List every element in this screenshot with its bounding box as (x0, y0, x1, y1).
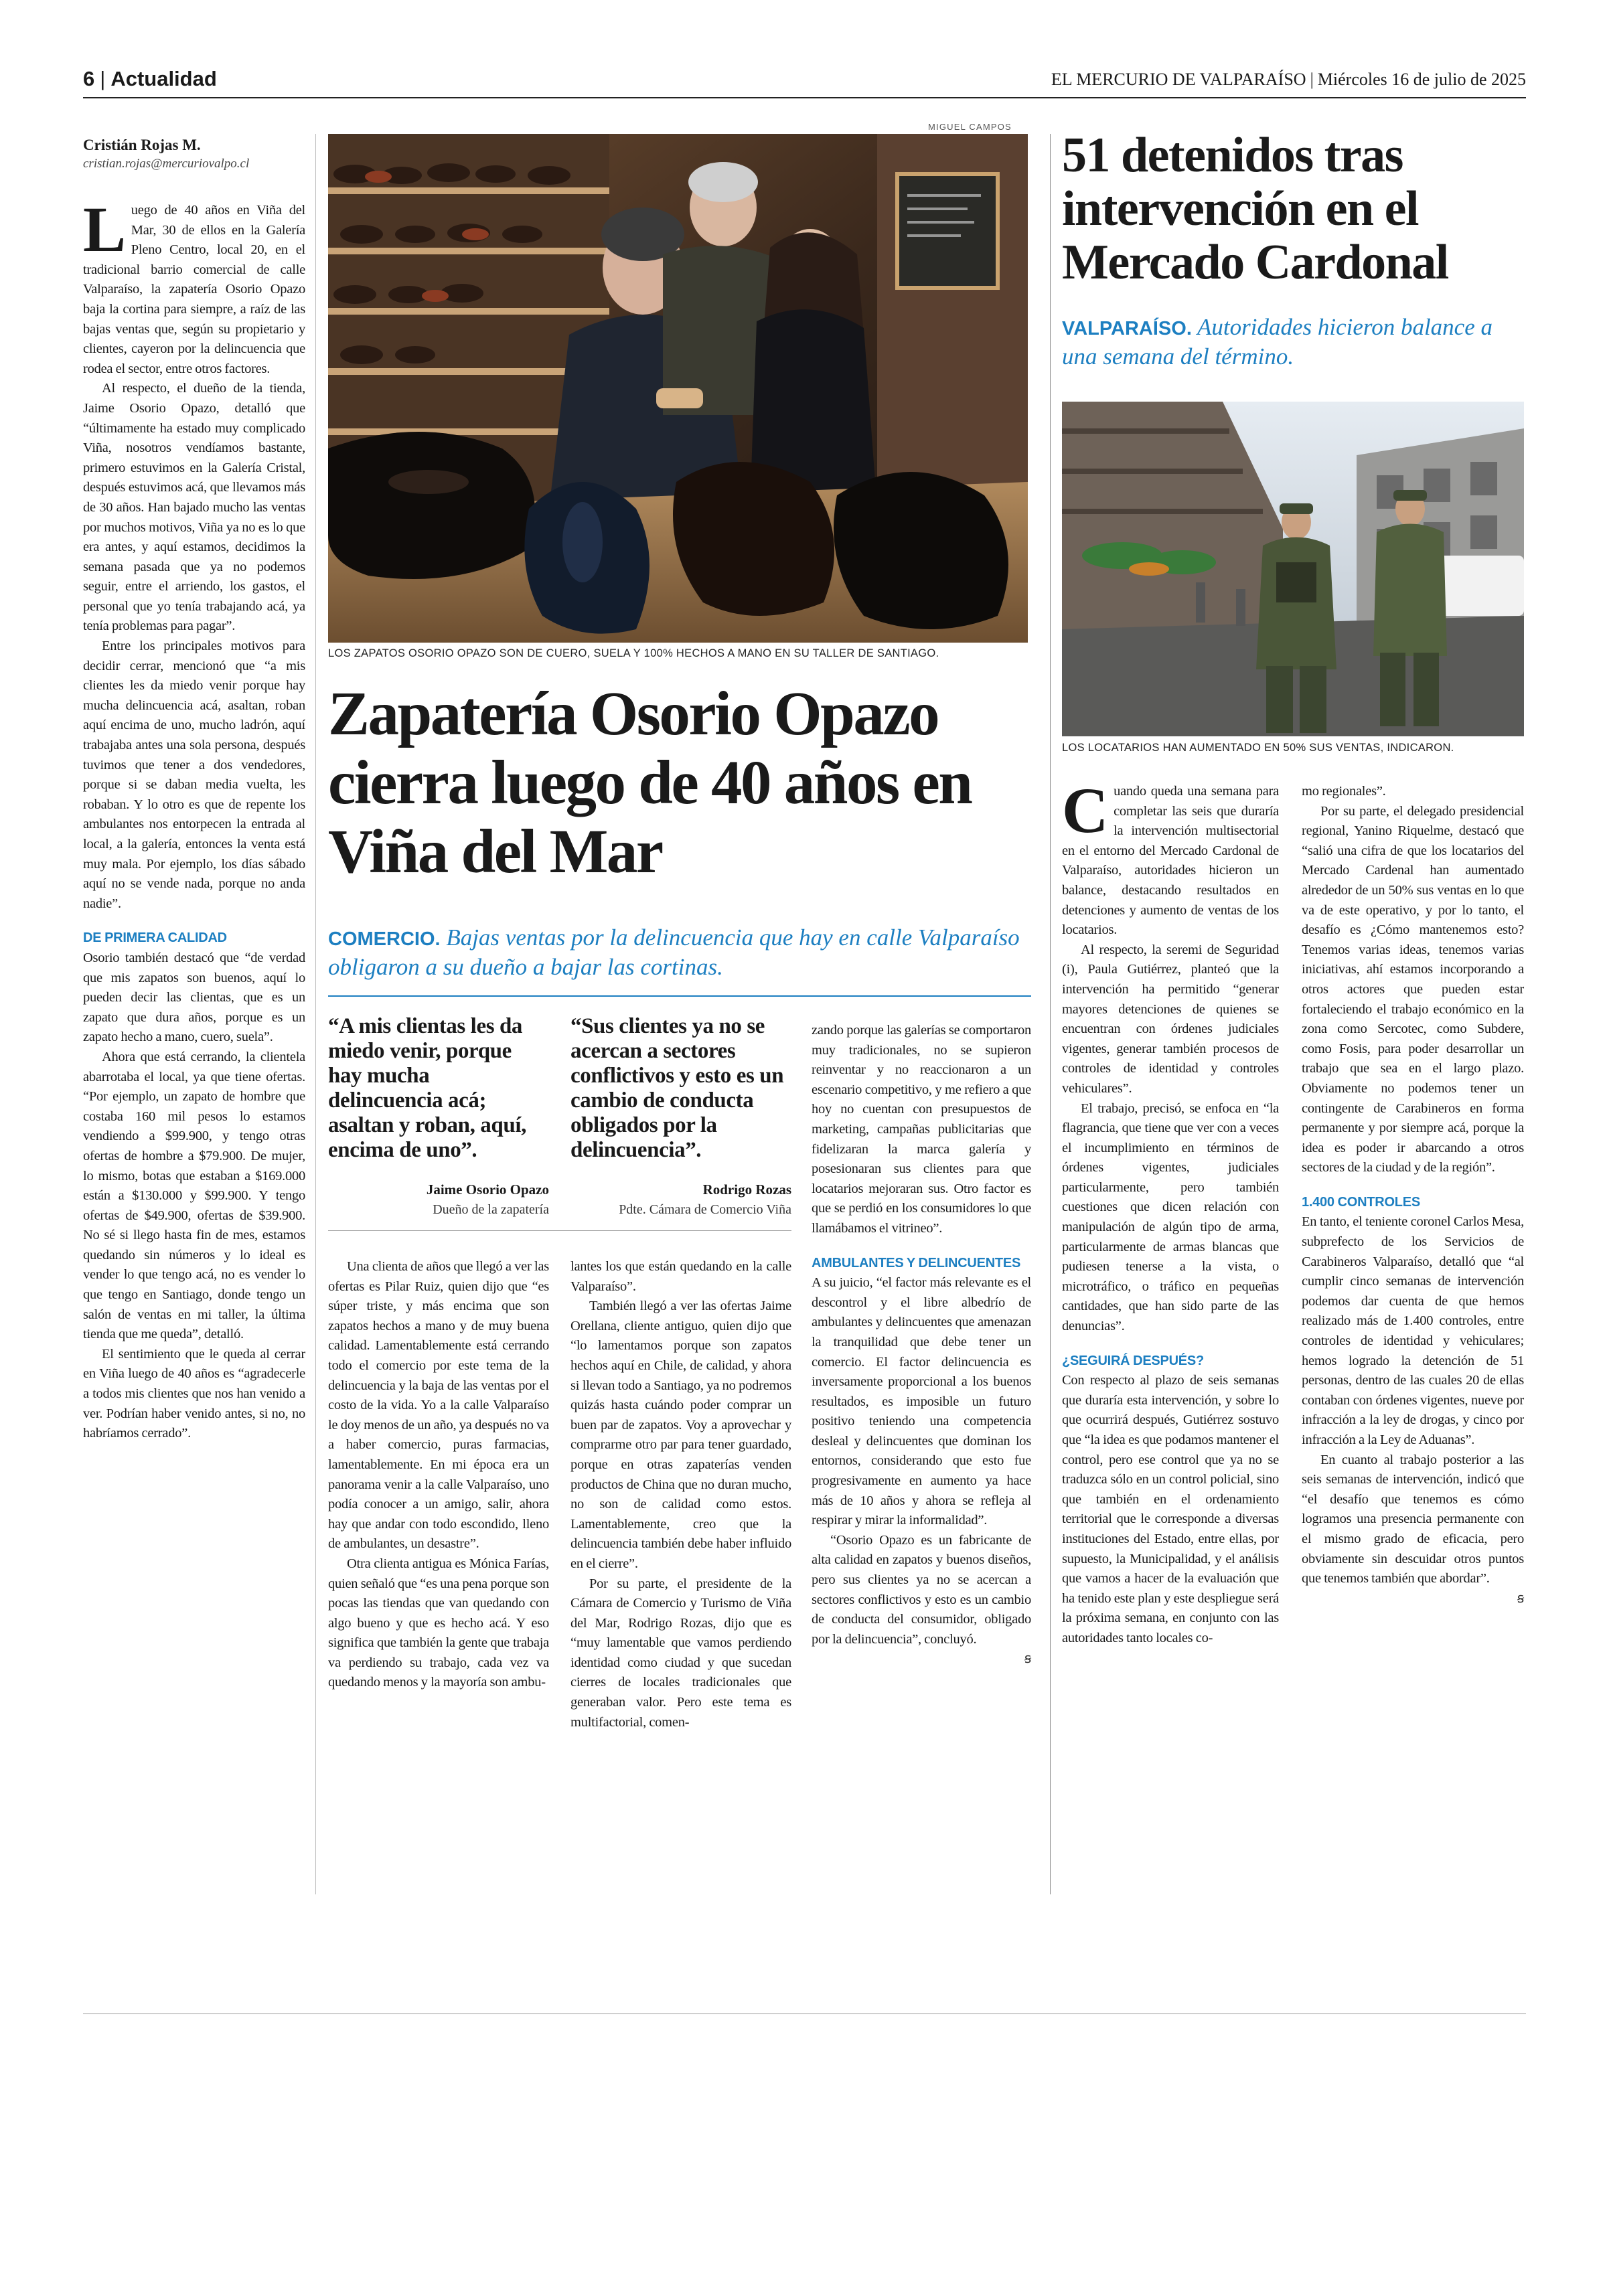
issue-date: Miércoles 16 de julio de 2025 (1317, 70, 1526, 89)
main-col1-paragraph: uego de 40 años en Viña del Mar, 30 de ellos en la Galería Pleno Centro, local 20, en el tradicional barrio comercial de calle Valparaíso, la zapatería Osorio Opazo baja la cortina para siempre, a raíz de las bajas ventas que, según su propietario y clientes, cayeron por la delincuencia que rodea el sector, entre otros factores. (83, 203, 305, 376)
side-col2-paragraph: En tanto, el teniente coronel Carlos Mesa, subprefecto de los Servicios de Carabineros Valparaíso, detalló que “al cumplir cinco semanas de intervención podemos dar cuenta de que hemos realizado más de 1.400 controles, entre controles de identidad y vehiculares; hemos logrado la detención de 51 personas, dentro de las cuales 20 de ellas contaban con órdenes vigentes, nueve por infracción a la ley de drogas, y cinco por infracción a la Ley de Aduanas”. (1302, 1214, 1524, 1447)
main-col1-paragraph: El sentimiento que le queda al cerrar en Viña luego de 40 años es “agradecerle a todos mis clientes que nos han venido a ver. Podrían haber venido antes, si no, no habríamos cerrado”. (83, 1346, 305, 1441)
main-article-column-4 (812, 1021, 1031, 1669)
photo-credit: MIGUEL CAMPOS (928, 122, 1012, 132)
header-rule (83, 97, 1526, 98)
main-subhead-1: DE PRIMERA CALIDAD (83, 930, 227, 946)
side-headline: 51 detenidos tras intervención en el Mercado Cardonal (1062, 128, 1448, 290)
pull-quote-1-role: Dueño de la zapatería (433, 1202, 549, 1217)
article-divider (1050, 134, 1051, 1894)
pull-quote-2-role: Pdte. Cámara de Comercio Viña (619, 1202, 791, 1217)
main-end-mark: ꞩ (1024, 1651, 1031, 1667)
shoe-store-photo (328, 134, 1028, 643)
main-article-column-1 (83, 193, 305, 1444)
pull-quote-2: “Sus clientes ya no se acercan a sectores conflictivos y esto es un cambio de conducta obligados por la delincuencia”. (570, 1014, 784, 1162)
main-article-column-3 (570, 1257, 791, 1732)
deck-rule (328, 995, 1031, 997)
main-photo-caption: LOS ZAPATOS OSORIO OPAZO SON DE CUERO, SUELA Y 100% HECHOS A MANO EN SU TALLER DE SANTIAGO. (328, 647, 939, 659)
quote-rule (328, 1230, 791, 1231)
side-subhead-2: 1.400 CONTROLES (1302, 1194, 1420, 1210)
main-col1-paragraph: Entre los principales motivos para decidir cerrar, mencionó que “a mis clientes les da miedo venir porque hay mucha delincuencia acá, asaltan, roban aquí encima de uno, mucho ladrón, aquí trabajaba antes una sola persona, después tuvimos que tener a dos vendedores, porque si se daban media vuelta, les robaban. Y lo otro es que de repente los ambulantes nos entorpecen la entrada al local, a la galería, entonces la venta está muy mala. Por ejemplo, los días sábado aquí no se vende nada, porque no anda nadie”. (83, 639, 305, 911)
main-article-column-2 (328, 1257, 549, 1693)
section-name: Actualidad (110, 67, 217, 90)
author-email: cristian.rojas@mercuriovalpo.cl (83, 157, 250, 171)
side-col2-paragraph: Por su parte, el delegado presidencial regional, Yanino Riquelme, destacó que “salió una cifra de que los locatarios del Mercado Cardenal han aumentado alrededor de un 50% sus ventas en lo que va de este operativo, y por lo tanto, el desafío es ¿Cómo mantenemos esto? Tenemos varias ideas, tenemos varias iniciativas, ahí estamos incorporando a otros actores que pueden estar fortaleciendo el trabajo económico en la zona como Sercotec, como Subdere, como Fosis, para poder desarrollar un trabajo que sea en el largo plazo. Obviamente no podemos tener un contingente de Carabineros en forma permanente y por siempre acá, porque la idea es poder ir abarcando a otros sectores de la ciudad y de la región”. (1302, 803, 1524, 1175)
side-deck-text: Autoridades hicieron balance a una semana del término. (1062, 314, 1493, 370)
side-col2-paragraph: mo regionales”. (1302, 784, 1386, 799)
main-kicker: COMERCIO. (328, 928, 441, 950)
main-col4-paragraph: “Osorio Opazo es un fabricante de alta calidad en zapatos y buenos diseños, pero sus clientes ya no se acercan a sectores conflictivos y esto es un cambio de conducta del consumidor, obligado por la delincuencia”, concluyó. (812, 1532, 1031, 1647)
main-col1-paragraph: Ahora que está cerrando, la clientela abarrotaba el local, ya que tiene ofertas. “Por ejemplo, un zapato de hombre que costaba 160 mil pesos lo estamos vendiendo a $99.900, y tengo otras ofertas de hombre a $79.900. De mujer, lo mismo, botas que estaban a $169.000 están a $130.000 y $99.900. Y tengo ofertas de $49.900, ofertas de $39.900. No sé si llego hasta fin de mes, estamos quedando sin números y lo ideal es vender lo que tengo acá, no es vender lo que tengo en Santiago, donde tengo un salón de ventas en mi taller, la última tienda que me queda”, detalló. (83, 1049, 305, 1342)
main-headline: Zapatería Osorio Opazo cierra luego de 40 años en Viña del Mar (328, 679, 972, 886)
main-dropcap: L (83, 193, 126, 265)
side-article-column-1 (1062, 774, 1279, 1649)
main-deck-text: Bajas ventas por la delincuencia que hay en calle Valparaíso obligaron a su dueño a bajar las cortinas. (328, 924, 1020, 980)
main-col4-paragraph: zando porque las galerías se comportaron muy tradicionales, no se supieron reinventar y no reaccionaron a un escenario competitivo, y me refiero a que hoy no cuentan con presupuestos de marketing, campañas publicitarias que fidelizaran la marca galería y posesionaran sus clientes para que locatarios mejoraran sus. Otro factor es que se perdió en los consumidores lo que llamábamos el vitrineo”. (812, 1023, 1031, 1236)
side-kicker: VALPARAÍSO. (1062, 318, 1192, 339)
mercado-cardonal-photo-image (1062, 402, 1524, 736)
author-name: Cristián Rojas M. (83, 137, 201, 153)
mercado-cardonal-photo (1062, 402, 1524, 736)
side-col1-paragraph: uando queda una semana para completar las seis que duraría la intervención multisectorial en el entorno del Mercado Cardonal de Valparaíso, autoridades hicieron un balance, destacando resultados en detenciones y aumento de ventas de los locatarios. (1062, 784, 1279, 938)
column-divider (315, 134, 316, 1894)
side-col1-paragraph: El trabajo, precisó, se enfoca en “la flagrancia, que tiene que ver con a veces el incumplimiento en términos de órdenes vigentes, judiciales particularmente, pero también cuestiones que dicen relación con manipulación de algún tipo de arma, particularmente de armas blancas que pudiesen tenerse a la vista, o microtráfico, o tráfico en pequeñas cantidades, que han sido parte de las denuncias”. (1062, 1100, 1279, 1334)
side-col1-paragraph: Al respecto, la seremi de Seguridad (i), Paula Gutiérrez, planteó que la intervención ha permitido “generar mayores detenciones de quienes se encuentran con órdenes judiciales vigentes, generar también procesos de controles de identidad y controles vehiculares”. (1062, 942, 1279, 1096)
side-dropcap: C (1062, 774, 1109, 846)
publication-name: EL MERCURIO DE VALPARAÍSO (1051, 70, 1306, 89)
pull-quote-1: “A mis clientas les da miedo venir, porque hay mucha delincuencia acá; asaltan y roban, aquí, encima de uno”. (328, 1014, 526, 1162)
side-col1-paragraph: Con respecto al plazo de seis semanas que duraría esta intervención, y sobre lo que ocurrirá después, Gutiérrez sostuvo que “la idea es que podamos mantener el control, pero ese control que ya no se traduzca sólo en un control policial, sino que también en el ordenamiento territorial que le corresponde a diversas instituciones del Estado, entre ellas, por supuesto, la Municipalidad, y el análisis que vamos a hacer de la evaluación que ha tenido este plan y este despliegue será la próxima semana, en conjunto con las autoridades tanto locales co- (1062, 1373, 1279, 1645)
shoe-store-photo-image (328, 134, 1028, 643)
main-col2-paragraph: Una clienta de años que llegó a ver las ofertas es Pilar Ruiz, quien dijo que “es súper triste, y más encima que son zapatos hechos a mano y de muy buena calidad. Lamentablemente está cerrando todo el comercio por este tema de la delincuencia y la baja de las ventas por el costo de la vida. Yo a la calle Valparaíso le doy menos de un año, ya después no va a haber comercio, puras farmacias, lamentablemente. En mi época era un panorama venir a la calle Valparaíso, uno podía conocer a un amigo, salir, ahora hay que andar con todo escondido, lleno de ambulantes, un desastre”. (328, 1259, 549, 1552)
pull-quote-2-name: Rodrigo Rozas (702, 1181, 791, 1198)
main-col3-paragraph: También llegó a ver las ofertas Jaime Orellana, cliente antiguo, quien dijo que “lo lamentamos porque son zapatos hechos aquí en Chile, de calidad, y ahora si llevan todo a Santiago, ya no podremos quizás hasta cuándo poder comprar un buen par de zapatos. Voy a aprovechar y comprarme otro par para tener guardado, porque en otras zapaterías venden productos de China que no duran mucho, no son de calidad como estos. Lamentablemente, creo que la delincuencia también debe haber influido en el cierre”. (570, 1299, 791, 1571)
side-photo-caption: LOS LOCATARIOS HAN AUMENTADO EN 50% SUS VENTAS, INDICARON. (1062, 742, 1454, 754)
page-number: 6 (83, 67, 95, 90)
side-end-mark: ꞩ (1517, 1590, 1524, 1606)
main-col4-paragraph: A su juicio, “el factor más relevante es el descontrol y el libre albedrío de ambulantes y delincuentes que amenazan la tranquilidad que debe tener un comercio. El factor delincuencia es inversamente proporcional a los buenos resultados, es imposible un futuro positivo teniendo una competencia desleal y delincuentes que dominan los entornos, considerando que esto fue progresivamente en aumento ya hace más de 10 años y ahora se refleja al respirar y mirar la informalidad”. (812, 1275, 1031, 1528)
main-col1-paragraph: Osorio también destacó que “de verdad que mis zapatos son buenos, aquí lo pueden decir las clientas, que es un zapato que dura años, porque es un zapato hecho a mano, cuero, suela”. (83, 950, 305, 1045)
main-col1-paragraph: Al respecto, el dueño de la tienda, Jaime Osorio Opazo, detalló que “últimamente ha estado muy complicado Viña, nosotros vendíamos bastante, primero estuvimos en la Galería Cristal, después estuvimos acá, que llevamos más de 30 años. Han bajado mucho las ventas por muchos motivos, Viña ya no es lo que era antes, y aquí estamos, decidimos la semana pasada que ya no podemos seguir, entre el arriendo, los gastos, el personal que yo tenía trabajando acá, ya tenía problemas para pagar”. (83, 381, 305, 634)
side-deck (1062, 313, 1524, 370)
main-col3-paragraph: lantes los que están quedando en la calle Valparaíso”. (570, 1259, 791, 1294)
main-deck (328, 924, 1031, 981)
main-subhead-2: AMBULANTES Y DELINCUENTES (812, 1255, 1021, 1270)
pull-quote-1-name: Jaime Osorio Opazo (426, 1181, 549, 1198)
side-col2-paragraph: En cuanto al trabajo posterior a las seis semanas de intervención, indicó que “el desafío que tenemos es cómo logramos una presencia permanente con el mismo grado de eficacia, pero obviamente sin descuidar otros puntos que tenemos también que abordar”. (1302, 1452, 1524, 1586)
page-header: 6 | Actualidad EL MERCURIO DE VALPARAÍSO | Miércoles 16 de julio de 2025 (83, 67, 1526, 90)
byline (83, 137, 304, 171)
side-subhead-1: ¿SEGUIRÁ DESPUÉS? (1062, 1353, 1204, 1368)
side-article-column-2 (1302, 782, 1524, 1609)
main-col3-paragraph: Por su parte, el presidente de la Cámara de Comercio y Turismo de Viña del Mar, Rodrigo Rozas, dijo que es “muy lamentable que vamos perdiendo identidad como ciudad y que sucedan cierres de locales tradicionales que generaban valor. Pero este tema es multifactorial, comen- (570, 1576, 791, 1730)
main-col2-paragraph: Otra clienta antigua es Mónica Farías, quien señaló que “es una pena porque son pocas las tiendas que van quedando con algo bueno y que es hecho acá. Y eso significa que también la gente que trabaja va perdiendo su trabajo, cada vez va quedando menos y la mayoría son ambu- (328, 1556, 549, 1690)
